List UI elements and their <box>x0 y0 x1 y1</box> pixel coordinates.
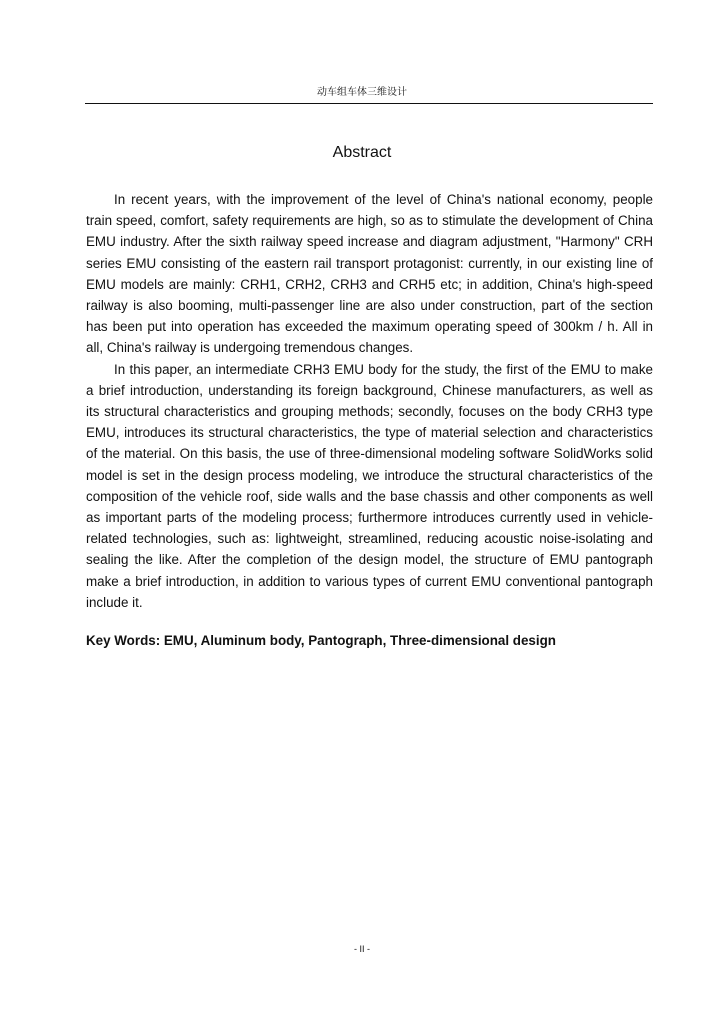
abstract-title: Abstract <box>332 144 392 161</box>
abstract-body <box>86 189 653 613</box>
keywords-line: Key Words: EMU, Aluminum body, Pantograph, Three-dimensional design <box>86 633 556 648</box>
running-header: 动车组车体三维设计 <box>317 87 407 98</box>
abstract-paragraph: In recent years, with the improvement of the level of China's national economy, people train speed, comfort, safety requirements are high, so as to stimulate the development of China EMU industry. After the sixth railway speed increase and diagram adjustment, "Harmony" CRH series EMU consisting of the eastern rail transport protagonist: currently, in our existing line of EMU models are mainly: CRH1, CRH2, CRH3 and CRH5 etc; in addition, China's high-speed railway is also booming, multi-passenger line are also under construction, part of the section has been put into operation has exceeded the maximum operating speed of 300km / h. All in all, China's railway is undergoing tremendous changes. <box>86 192 653 356</box>
page-number: - II - <box>354 944 370 954</box>
abstract-paragraph: In this paper, an intermediate CRH3 EMU body for the study, the first of the EMU to make a brief introduction, understanding its foreign background, Chinese manufacturers, as well as its structural characteristics and grouping methods; secondly, focuses on the body CRH3 type EMU, introduces its structural characteristics, the type of material selection and characteristics of the material. On this basis, the use of three-dimensional modeling software SolidWorks solid model is set in the design process modeling, we introduce the structural characteristics of the composition of the vehicle roof, side walls and the base chassis and other components as well as important parts of the modeling process; furthermore introduces currently used in vehicle-related technologies, such as: lightweight, streamlined, reducing acoustic noise-isolating and sealing the like. After the completion of the design model, the structure of EMU pantograph make a brief introduction, in addition to various types of current EMU conventional pantograph include it. <box>86 361 653 610</box>
header-rule <box>85 103 653 104</box>
